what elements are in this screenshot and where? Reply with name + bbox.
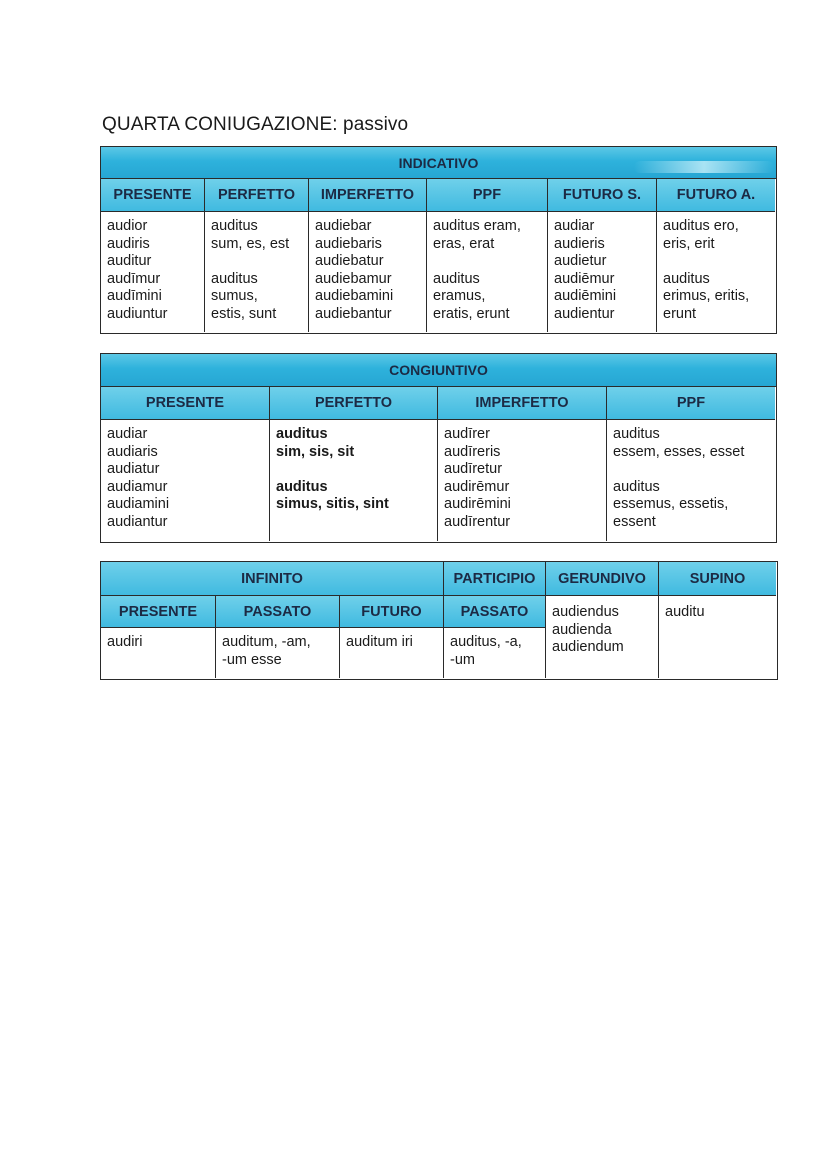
congiuntivo-title: CONGIUNTIVO: [389, 362, 488, 378]
congiuntivo-band: [101, 354, 776, 387]
participio-header-passato: PASSATO: [444, 596, 546, 628]
nominali-table: [100, 561, 778, 680]
indicativo-band: [101, 147, 776, 179]
congiuntivo-cell-imperfetto: audīrer audīreris audīretur audirēmur audirēmini audīrentur: [438, 420, 607, 541]
indicativo-cell-perfetto: auditus sum, es, est auditus sumus, estis, sunt: [205, 212, 309, 332]
indicativo-header-imperfetto: IMPERFETTO: [309, 179, 427, 212]
congiuntivo-header-presente: PRESENTE: [101, 387, 270, 420]
infinito-band: INFINITO: [101, 562, 444, 596]
infinito-cell-passato: auditum, -am, -um esse: [216, 628, 340, 678]
supino-cell: auditu: [665, 604, 705, 620]
indicativo-cell-futuro-s: audiar audieris audietur audiēmur audiēmini audientur: [548, 212, 657, 332]
congiuntivo-cell-perfetto: auditus sim, sis, sit auditus simus, sitis, sint: [270, 420, 438, 541]
indicativo-header-ppf: PPF: [427, 179, 548, 212]
indicativo-header-futuro-s: FUTURO S.: [548, 179, 657, 212]
gerundivo-cell: audiendus audienda audiendum: [546, 596, 659, 678]
infinito-header-passato: PASSATO: [216, 596, 340, 628]
indicativo-table: [100, 146, 777, 334]
congiuntivo-header-ppf: PPF: [607, 387, 775, 420]
infinito-header-futuro: FUTURO: [340, 596, 444, 628]
infinito-cell-presente: audiri: [101, 628, 216, 678]
indicativo-cell-presente: audior audiris auditur audīmur audīmini audiuntur: [101, 212, 205, 332]
congiuntivo-header-perfetto: PERFETTO: [270, 387, 438, 420]
indicativo-cell-futuro-a: auditus ero, eris, erit auditus erimus, eritis, erunt: [663, 218, 750, 322]
indicativo-cell-imperfetto: audiebar audiebaris audiebatur audiebamur audiebamini audiebantur: [309, 212, 427, 332]
infinito-header-presente: PRESENTE: [101, 596, 216, 628]
page-title: QUARTA CONIUGAZIONE: passivo: [102, 114, 409, 135]
indicativo-title: INDICATIVO: [398, 154, 479, 171]
congiuntivo-table: [100, 353, 777, 543]
congiuntivo-header-imperfetto: IMPERFETTO: [438, 387, 607, 420]
indicativo-header-presente: PRESENTE: [101, 179, 205, 212]
participio-band: PARTICIPIO: [444, 562, 546, 596]
participio-cell-passato: auditus, -a, -um: [444, 628, 546, 678]
supino-band: SUPINO: [659, 562, 776, 596]
congiuntivo-cell-ppf: auditus essem, esses, esset auditus essemus, essetis, essent: [613, 426, 745, 530]
indicativo-header-perfetto: PERFETTO: [205, 179, 309, 212]
congiuntivo-cell-presente: audiar audiaris audiatur audiamur audiamini audiantur: [101, 420, 270, 541]
indicativo-cell-ppf: auditus eram, eras, erat auditus eramus, eratis, erunt: [427, 212, 548, 332]
light-streak: [634, 161, 774, 173]
gerundivo-band: GERUNDIVO: [546, 562, 659, 596]
infinito-cell-futuro: auditum iri: [340, 628, 444, 678]
indicativo-header-futuro-a: FUTURO A.: [657, 179, 775, 212]
